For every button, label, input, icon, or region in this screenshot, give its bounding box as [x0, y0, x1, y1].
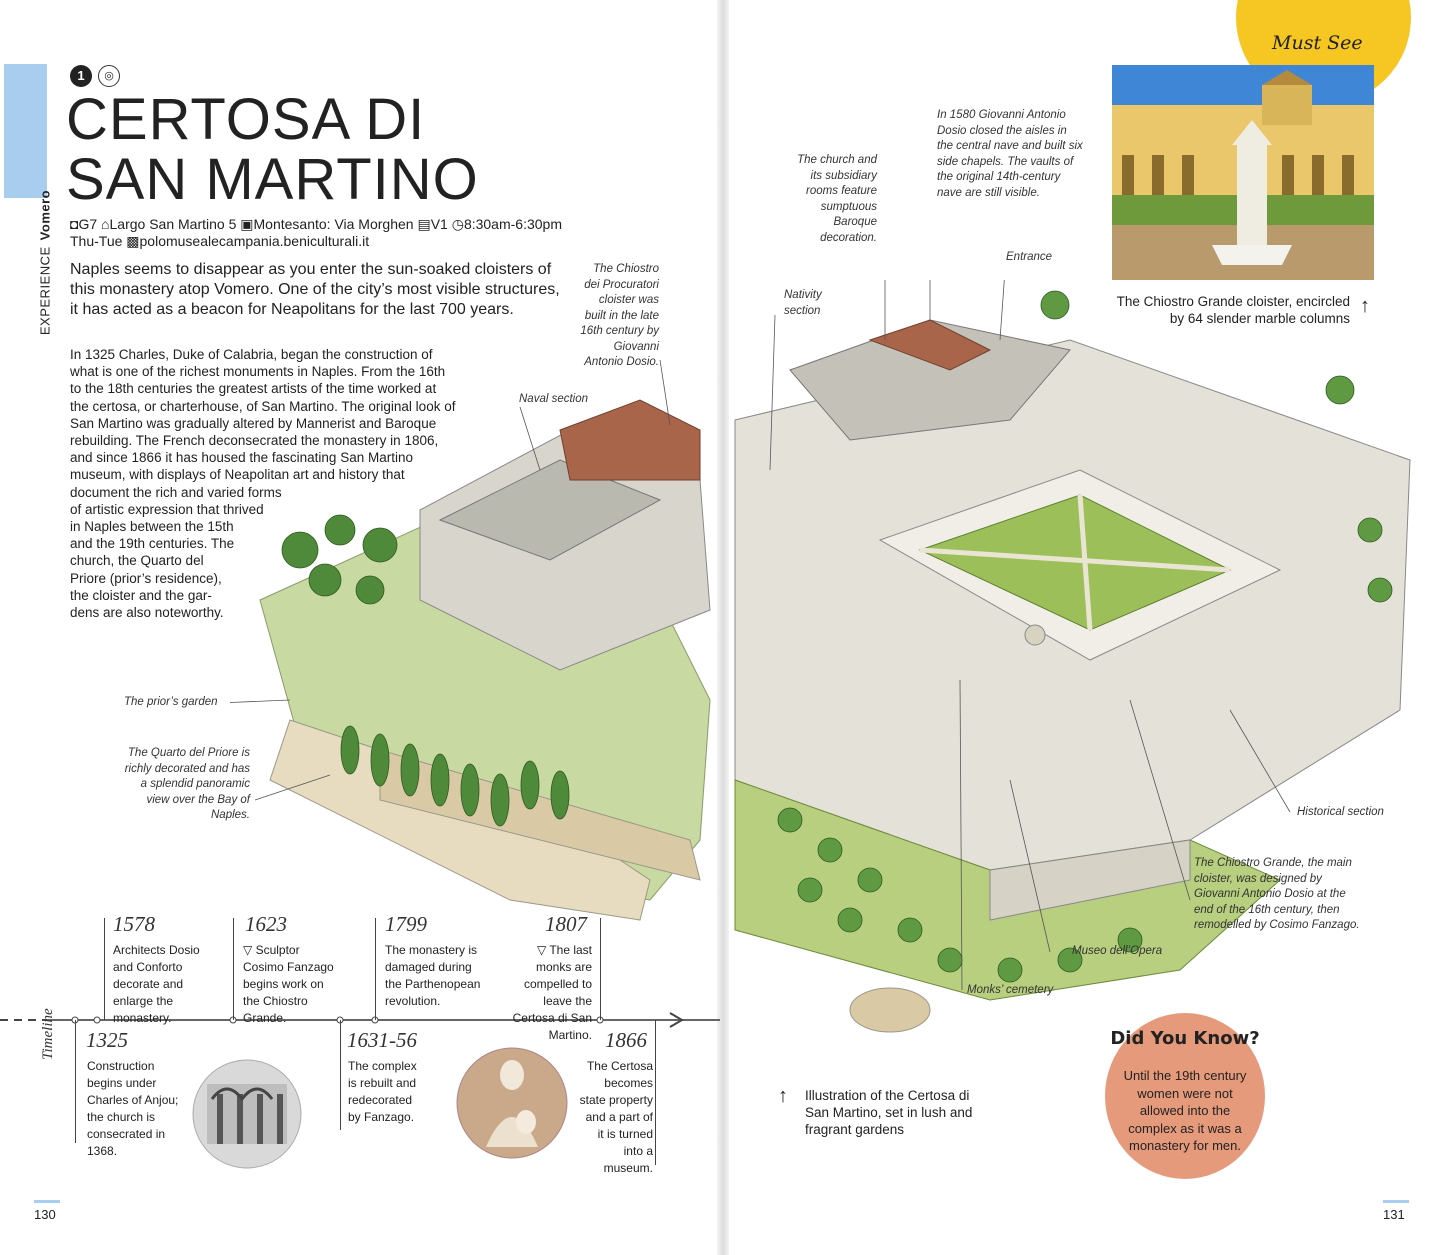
body-line: the cloister and the gar-: [70, 587, 212, 603]
timeline-year: 1631-56: [347, 1028, 417, 1052]
body-line: church, the Quarto del: [70, 553, 204, 569]
intro-paragraph: Naples seems to disappear as you enter the sun-soaked cloisters of this monastery atop Vomero. One of the city’s most visible structures, it has acted as a beacon for Neapolitans for the last 700 years.: [70, 261, 560, 318]
arrow-up-icon: ↑: [778, 1085, 788, 1107]
timeline-text: The complex is rebuilt and redecorated by Fanzago.: [348, 1059, 417, 1124]
timeline-text: The monastery is damaged during the Parthenopean revolution.: [385, 943, 481, 1008]
timeline-tick: [233, 918, 234, 1020]
callout-monks-cemetery: Monks’ cemetery: [967, 984, 1054, 996]
body-line: what is one of the richest monuments in Naples. From the 16th: [70, 364, 446, 380]
info-grid: G7: [78, 216, 98, 232]
callout-chiostro-procuratori: The Chiostro dei Procuratori cloister was built in the late 16th century by Giovanni Antonio Dosio.: [580, 263, 659, 368]
callout-church: The church and its subsidiary rooms feature sumptuous Baroque decoration.: [797, 154, 877, 244]
body-line: In 1325 Charles, Duke of Calabria, began the construction of: [70, 347, 433, 362]
timeline-label: Timeline: [40, 1008, 56, 1060]
cloister-engraving-image: [192, 1059, 302, 1169]
timeline-tick: [600, 918, 601, 1020]
body-line: document the rich and varied forms: [70, 484, 282, 500]
callout-dosio-1580: In 1580 Giovanni Antonio Dosio closed the aisles in the central nave and built six side chapels. The vaults of the original 14th-century nave are still visible.: [937, 109, 1083, 199]
info-web: polomusealecampania.beniculturali.it: [139, 233, 370, 249]
body-line: and the 19th centuries. The: [70, 536, 235, 552]
timeline-year: 1866: [605, 1028, 647, 1052]
callout-nativity: Nativity section: [784, 289, 822, 317]
sidebar-label: [38, 178, 53, 348]
info-bus: V1: [430, 216, 448, 232]
illustration-caption: Illustration of the Certosa di San Martino, set in lush and fragrant gardens: [805, 1088, 973, 1137]
body-line: in Naples between the 15th: [70, 519, 234, 535]
timeline-year: 1799: [385, 912, 427, 936]
timeline-text: Architects Dosio and Conforto decorate and enlarge the monastery.: [113, 943, 200, 1025]
page-number-bar: [34, 1200, 60, 1203]
body-line: to the 18th centuries the greatest artists of the time worked at: [70, 381, 437, 397]
arrow-up-icon: ↑: [1360, 295, 1370, 317]
timeline-tick: [75, 1020, 76, 1143]
callout-chiostro-grande: The Chiostro Grande, the main cloister, was designed by Giovanni Antonio Dosio at the end of the 16th century, then remodelled by Cosimo Fanzago.: [1194, 857, 1360, 931]
body-line: of artistic expression that thrived: [70, 501, 264, 517]
callout-naval-section: Naval section: [519, 393, 589, 405]
sculpture-image: [456, 1047, 568, 1159]
did-you-know-title: Did You Know?: [1110, 1028, 1260, 1049]
callout-museo-opera: Museo dell’Opera: [1072, 945, 1163, 957]
callout-quarto-del-priore: The Quarto del Priore is richly decorated and has a splendid panoramic view over the Bay of Naples.: [124, 747, 250, 821]
sidebar-area: Vomero: [37, 189, 53, 241]
title-line-2: SAN MARTINO: [66, 147, 479, 212]
body-line: San Martino was gradually altered by Mannerist and Baroque: [70, 415, 437, 431]
page-number-left: 130: [34, 1207, 56, 1222]
did-you-know-text: Until the 19th century women were not allowed into the complex as it was a monastery for men.: [1123, 1068, 1247, 1153]
timeline-text: Construction begins under Charles of Anjou; the church is consecrated in 1368.: [87, 1059, 179, 1158]
body-line: Priore (prior’s residence),: [70, 570, 222, 586]
timeline-year: 1623: [245, 912, 287, 936]
body-line: and since 1866 it has housed the fascinating San Martino: [70, 450, 413, 466]
info-funicular: Montesanto: Via Morghen: [253, 216, 414, 232]
page-number-right: 131: [1383, 1207, 1405, 1222]
info-hours: 8:30am-6:30pm Thu-Tue: [70, 216, 562, 249]
timeline-text: The Certosa becomes state property and a part of it is turned into a museum.: [579, 1059, 653, 1175]
timeline-tick: [340, 1020, 341, 1130]
must-see-label: Must See: [1272, 32, 1363, 54]
body-line: museum, with displays of Neapolitan art and history that: [70, 467, 405, 483]
clock-icon: ◷: [451, 216, 464, 232]
callout-historical-section: Historical section: [1297, 806, 1384, 818]
timeline-year: 1807: [545, 912, 587, 936]
camera-icon: ◎: [98, 65, 120, 87]
photo-caption: The Chiostro Grande cloister, encircled by 64 slender marble columns: [1116, 294, 1350, 326]
callout-entrance: Entrance: [1006, 251, 1053, 263]
timeline-tick: [375, 918, 376, 1020]
address-icon: ⌂: [101, 216, 110, 232]
funicular-icon: ▣: [240, 216, 254, 232]
page-number-bar: [1383, 1200, 1409, 1203]
page-title: [66, 87, 479, 212]
timeline-year: 1578: [113, 912, 155, 936]
callout-priors-garden: The prior’s garden: [124, 696, 218, 708]
title-line-1: CERTOSA DI: [66, 87, 426, 152]
sidebar-section: EXPERIENCE: [37, 246, 53, 336]
timeline-year: 1325: [86, 1028, 128, 1052]
bus-icon: ▤: [417, 216, 431, 232]
timeline-tick: [104, 918, 105, 1020]
chiostro-grande-photo: [1112, 65, 1374, 280]
timeline-text: ▽ Sculptor Cosimo Fanzago begins work on the Chiostro Grande.: [243, 943, 334, 1025]
info-address: Largo San Martino 5: [109, 216, 237, 232]
body-line: the certosa, or charterhouse, of San Martino. The original look of: [70, 398, 456, 414]
entry-number-badge: 1: [70, 65, 92, 87]
timeline-text: ▽ The last monks are compelled to leave the Certosa di San Martino.: [512, 943, 592, 1042]
practical-info: [70, 216, 570, 250]
map-pin-icon: ◘: [70, 216, 79, 232]
body-line: dens are also noteworthy.: [70, 605, 224, 621]
body-line: rebuilding. The French deconsecrated the monastery in 1806,: [70, 433, 439, 449]
web-icon: ▩: [126, 233, 140, 249]
timeline-tick: [655, 1020, 656, 1165]
